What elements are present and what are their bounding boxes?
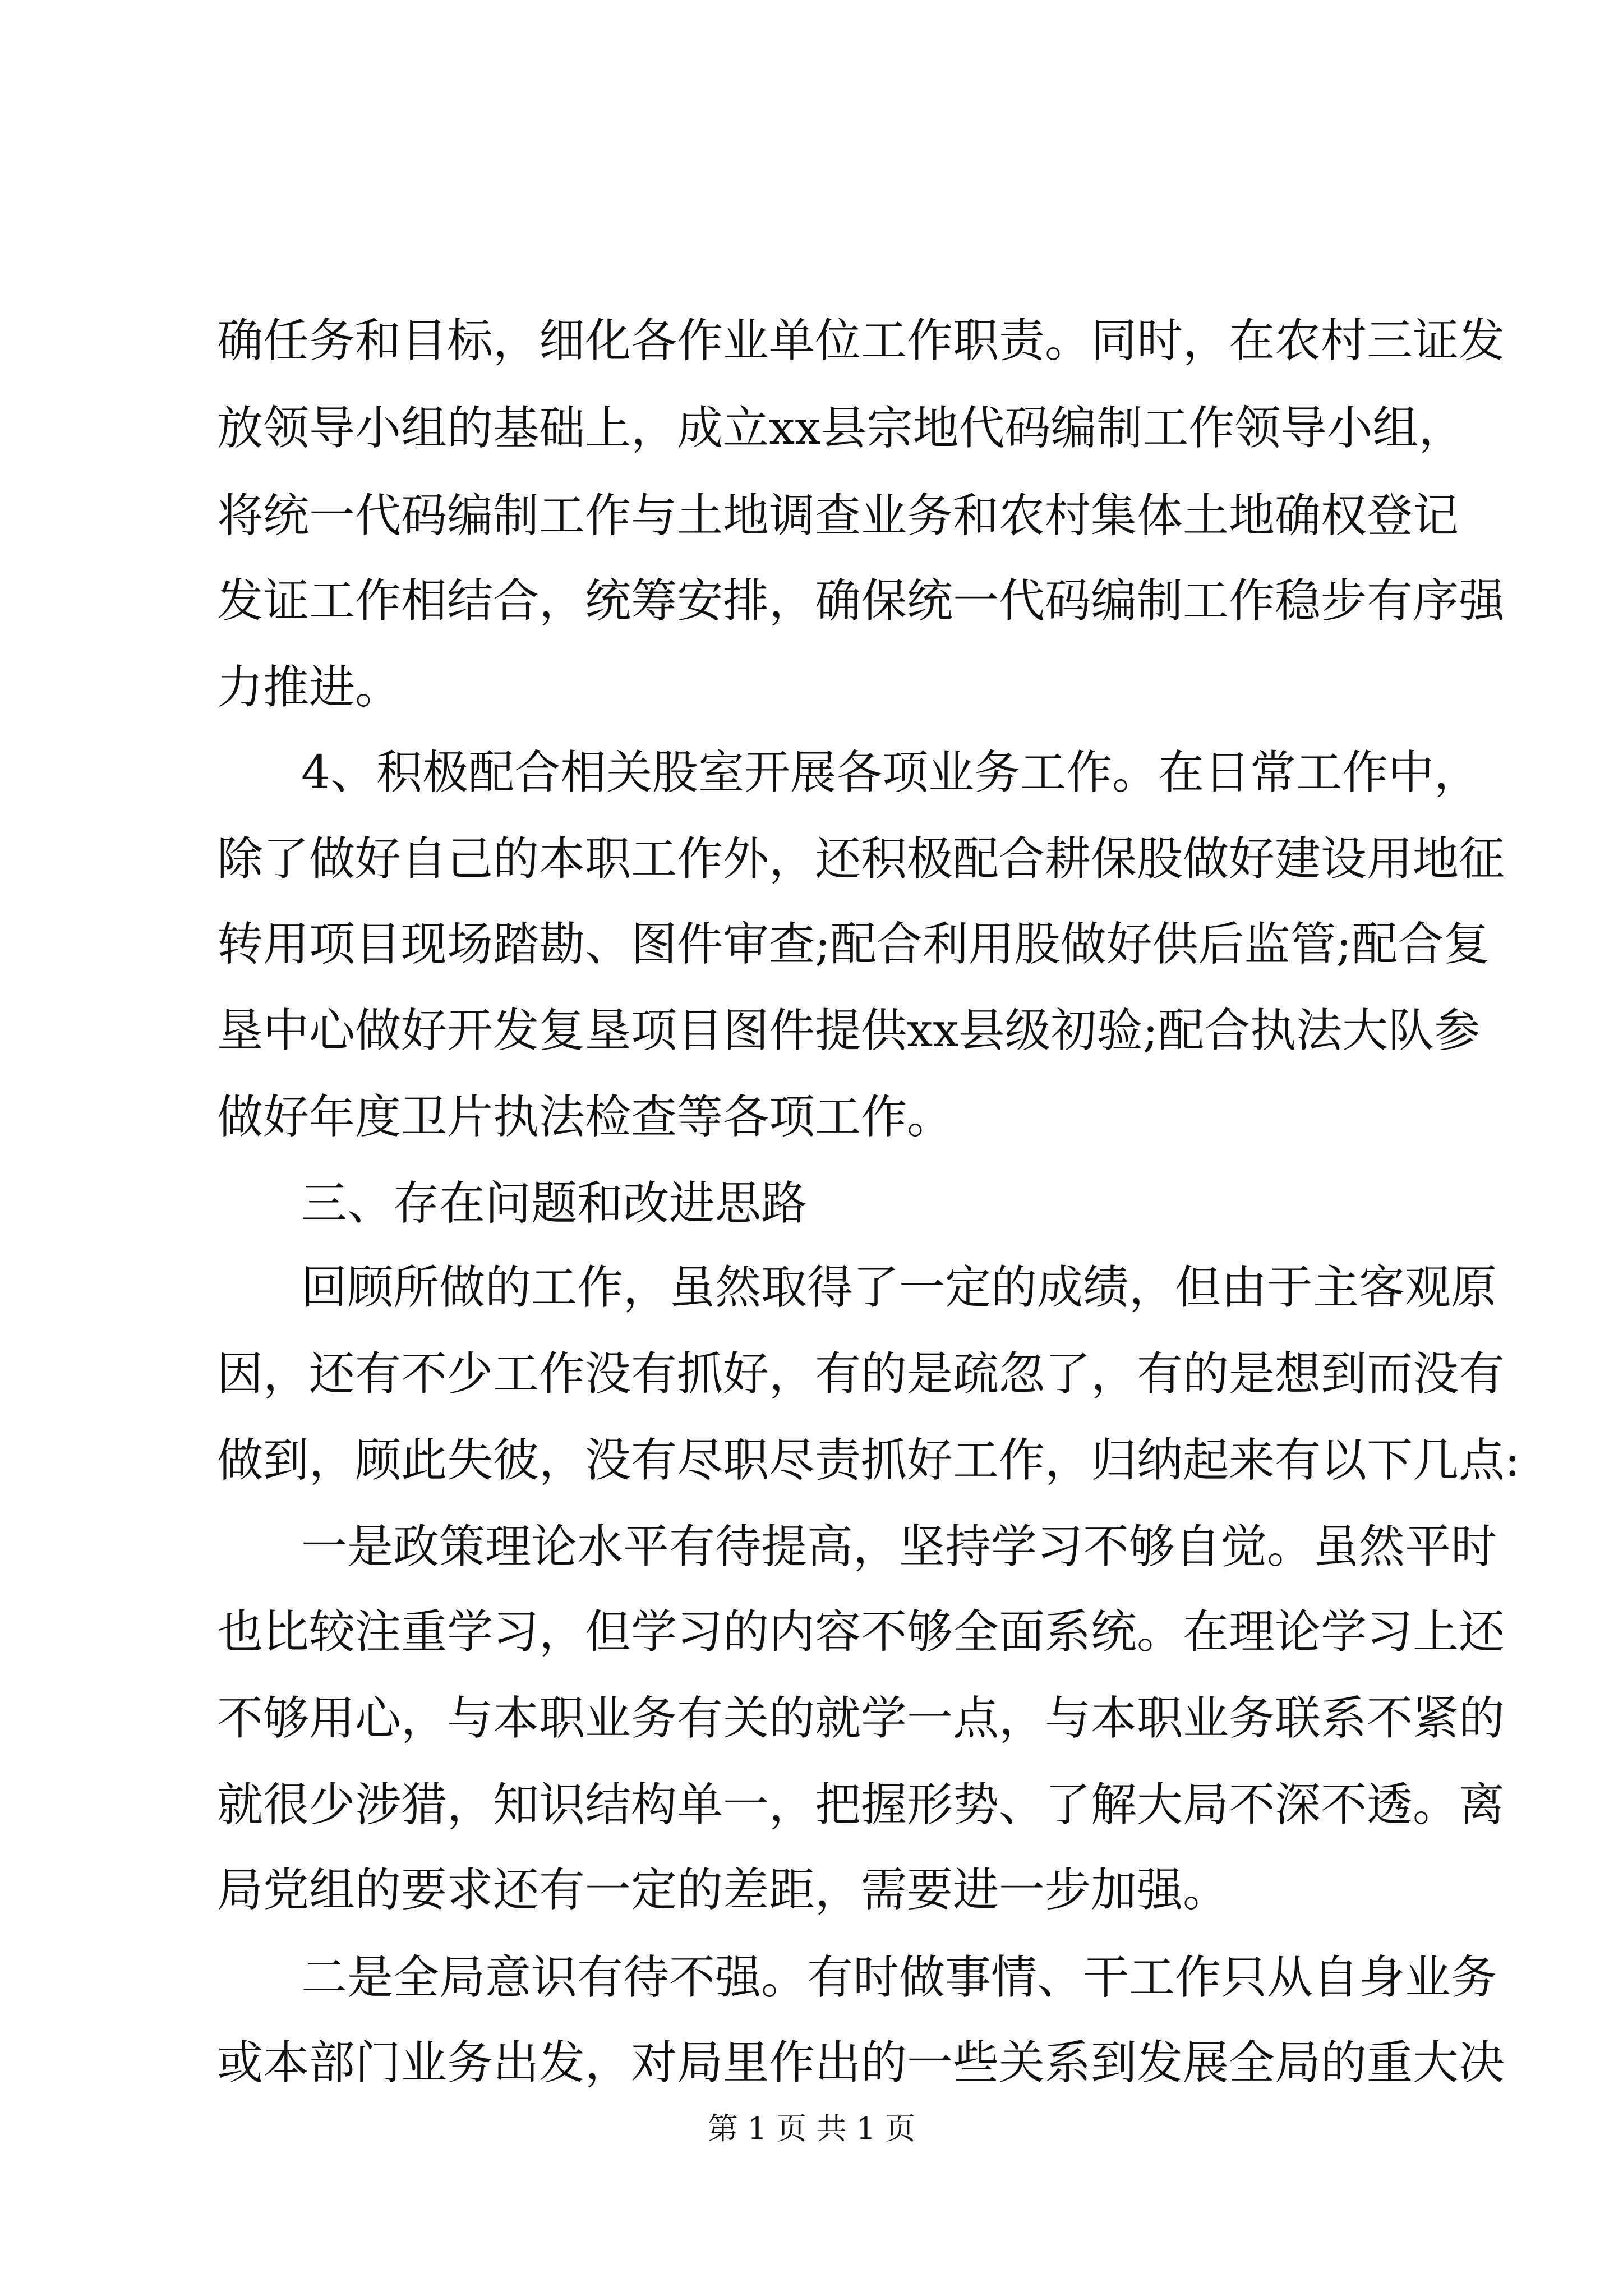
text-line: 转用项目现场踏勘、图件审查;配合利用股做好供后监管;配合复 [217, 918, 1490, 971]
text-line: 力推进。 [217, 661, 402, 714]
paragraph-first-line: 4、积极配合相关股室开展各项业务工作。在日常工作中， [301, 746, 1481, 799]
paragraph-first-line: 回顾所做的工作，虽然取得了一定的成绩，但由于主客观原 [301, 1261, 1497, 1314]
section-heading: 三、存在问题和改进思路 [301, 1177, 808, 1230]
text-line: 也比较注重学习，但学习的内容不够全面系统。在理论学习上还 [217, 1605, 1505, 1659]
text-line: 因，还有不少工作没有抓好，有的是疏忽了，有的是想到而没有 [217, 1347, 1505, 1401]
text-line: 发证工作相结合，统筹安排，确保统一代码编制工作稳步有序强 [217, 574, 1505, 628]
text-line: 确任务和目标，细化各作业单位工作职责。同时，在农村三证发 [217, 314, 1505, 367]
text-line: 垦中心做好开发复垦项目图件提供xx县级初验;配合执法大队参 [217, 1004, 1481, 1057]
text-line: 就很少涉猎，知识结构单一，把握形势、了解大局不深不透。离 [217, 1778, 1505, 1832]
page-footer: 第 1 页 共 1 页 [707, 2111, 916, 2146]
text-line: 或本部门业务出发，对局里作出的一些关系到发展全局的重大决 [217, 2036, 1505, 2090]
text-line: 将统一代码编制工作与土地调查业务和农村集体土地确权登记 [217, 489, 1459, 542]
text-line: 除了做好自己的本职工作外，还积极配合耕保股做好建设用地征 [217, 832, 1505, 886]
paragraph-first-line: 二是全局意识有待不强。有时做事情、干工作只从自身业务 [301, 1951, 1497, 2004]
text-line: 做好年度卫片执法检查等各项工作。 [217, 1091, 953, 1144]
paragraph-first-line: 一是政策理论水平有待提高，坚持学习不够自觉。虽然平时 [301, 1520, 1497, 1573]
text-line: 不够用心，与本职业务有关的就学一点，与本职业务联系不紧的 [217, 1692, 1505, 1745]
text-line: 放领导小组的基础上，成立xx县宗地代码编制工作领导小组， [217, 402, 1465, 455]
text-line: 局党组的要求还有一定的差距，需要进一步加强。 [217, 1864, 1229, 1917]
text-line: 做到，顾此失彼，没有尽职尽责抓好工作，归纳起来有以下几点: [217, 1434, 1520, 1487]
